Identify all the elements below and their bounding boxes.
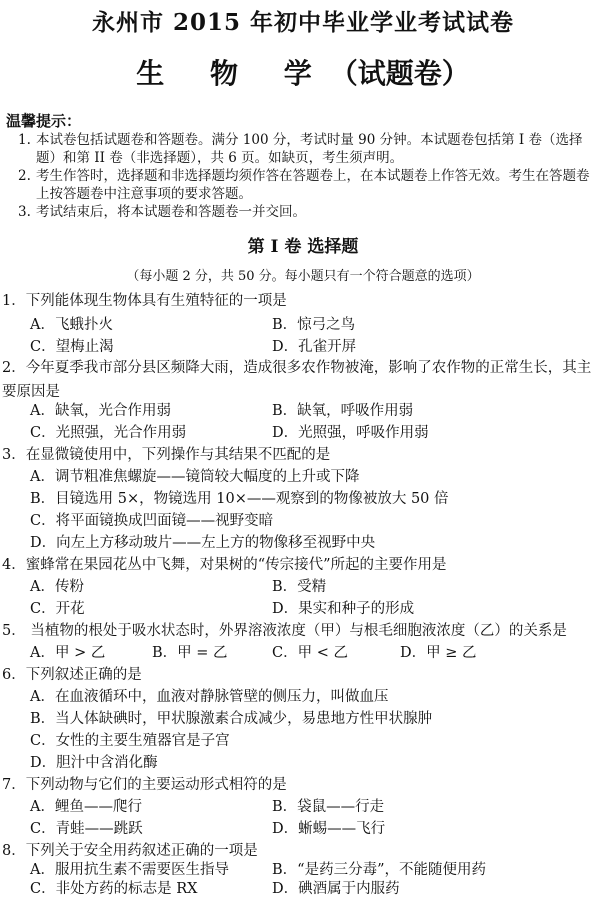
- option-c: C．青蛙——跳跃: [30, 821, 143, 837]
- tip-number: 1.: [18, 132, 31, 148]
- exam-title: 永州市 2015 年初中毕业学业考试试卷: [91, 9, 515, 36]
- option-a: A．缺氧，光合作用弱: [30, 403, 171, 419]
- option-c: C．将平面镜换成凹面镜——视野变暗: [30, 513, 274, 529]
- subject-title: [0, 52, 606, 92]
- question-stem: 1．下列能体现生物体具有生殖特征的一项是: [2, 293, 287, 309]
- option-d: D．孔雀开屏: [272, 339, 357, 355]
- section-title: 第 I 卷 选择题: [247, 237, 359, 257]
- option-d: D．果实和种子的形成: [272, 601, 415, 617]
- option-a: A．服用抗生素不需要医生指导: [30, 862, 229, 878]
- subject-name: 生 物 学: [136, 57, 330, 90]
- option-b: B．袋鼠——行走: [272, 799, 385, 815]
- tip-number: 3.: [18, 204, 31, 220]
- option-c: C．甲 < 乙: [272, 645, 348, 661]
- option-a: A．调节粗准焦螺旋——镜筒较大幅度的上升或下降: [30, 469, 360, 485]
- option-d: D．向左上方移动玻片——左上方的物像移至视野中央: [30, 535, 376, 551]
- question-stem: 6．下列叙述正确的是: [2, 667, 142, 683]
- section-note: （每小题 2 分，共 50 分。每小题只有一个符合题意的选项）: [126, 269, 480, 284]
- option-d: D．甲 ≥ 乙: [400, 645, 477, 661]
- option-d: D．光照强，呼吸作用弱: [272, 425, 429, 441]
- question-stem: 4．蜜蜂常在果园花丛中飞舞，对果树的“传宗接代”所起的主要作用是: [2, 557, 447, 573]
- tip-item: [18, 203, 598, 221]
- option-b: B．惊弓之鸟: [272, 317, 356, 333]
- option-a: A．甲 > 乙: [30, 645, 106, 661]
- question-stem: 7．下列动物与它们的主要运动形式相符的是: [2, 777, 287, 793]
- option-b: B．“是药三分毒”，不能随便用药: [272, 862, 486, 878]
- tip-text: 本试卷包括试题卷和答题卷。满分 100 分，考试时量 90 分钟。本试题卷包括第 I 卷（选择题）和第 II 卷（非选择题），共 6 页。如缺页，考生须声明。: [36, 132, 583, 166]
- option-b: B．受精: [272, 579, 327, 595]
- option-a: A．传粉: [30, 579, 84, 595]
- option-b: B．甲 = 乙: [152, 645, 228, 661]
- tip-item: [18, 131, 598, 167]
- tip-item: [18, 167, 598, 203]
- option-b: B．当人体缺碘时，甲状腺激素合成减少，易患地方性甲状腺肿: [30, 711, 433, 727]
- option-a: A．在血液循环中，血液对静脉管壁的侧压力，叫做血压: [30, 689, 389, 705]
- question-stem: 5． 当植物的根处于吸水状态时，外界溶液浓度（甲）与根毛细胞液浓度（乙）的关系是: [2, 623, 567, 639]
- option-c: C．开花: [30, 601, 85, 617]
- option-d: D．蜥蜴——飞行: [272, 821, 386, 837]
- question-stem: 8．下列关于安全用药叙述正确的一项是: [2, 843, 258, 859]
- tip-text: 考试结束后，将本试题卷和答题卷一并交回。: [36, 204, 306, 220]
- question-stem: 2．今年夏季我市部分县区频降大雨，造成很多农作物被淹，影响了农作物的正常生长，其主要原因是: [2, 360, 592, 400]
- option-c: C．望梅止渴: [30, 339, 114, 355]
- option-d: D．碘酒属于内服药: [272, 881, 400, 897]
- question-stem: 3．在显微镜使用中，下列操作与其结果不匹配的是: [2, 447, 331, 463]
- option-b: B．目镜选用 5×，物镜选用 10×——观察到的物像被放大 50 倍: [30, 491, 449, 507]
- option-c: C．光照强，光合作用弱: [30, 425, 187, 441]
- tip-number: 2.: [18, 168, 31, 184]
- option-a: A．鲤鱼——爬行: [30, 799, 142, 815]
- tip-text: 考生作答时，选择题和非选择题均须作答在答题卷上，在本试题卷上作答无效。考生在答题卷上按答题卷中注意事项的要求答题。: [36, 168, 590, 202]
- subject-suffix: （试题卷）: [329, 57, 470, 90]
- option-d: D．胆汁中含消化酶: [30, 755, 158, 771]
- tips-heading: 温馨提示：: [6, 112, 82, 130]
- option-b: B．缺氧，呼吸作用弱: [272, 403, 414, 419]
- option-c: C．非处方药的标志是 RX: [30, 881, 198, 897]
- option-a: A．飞蛾扑火: [30, 317, 113, 333]
- option-c: C．女性的主要生殖器官是子宫: [30, 733, 230, 749]
